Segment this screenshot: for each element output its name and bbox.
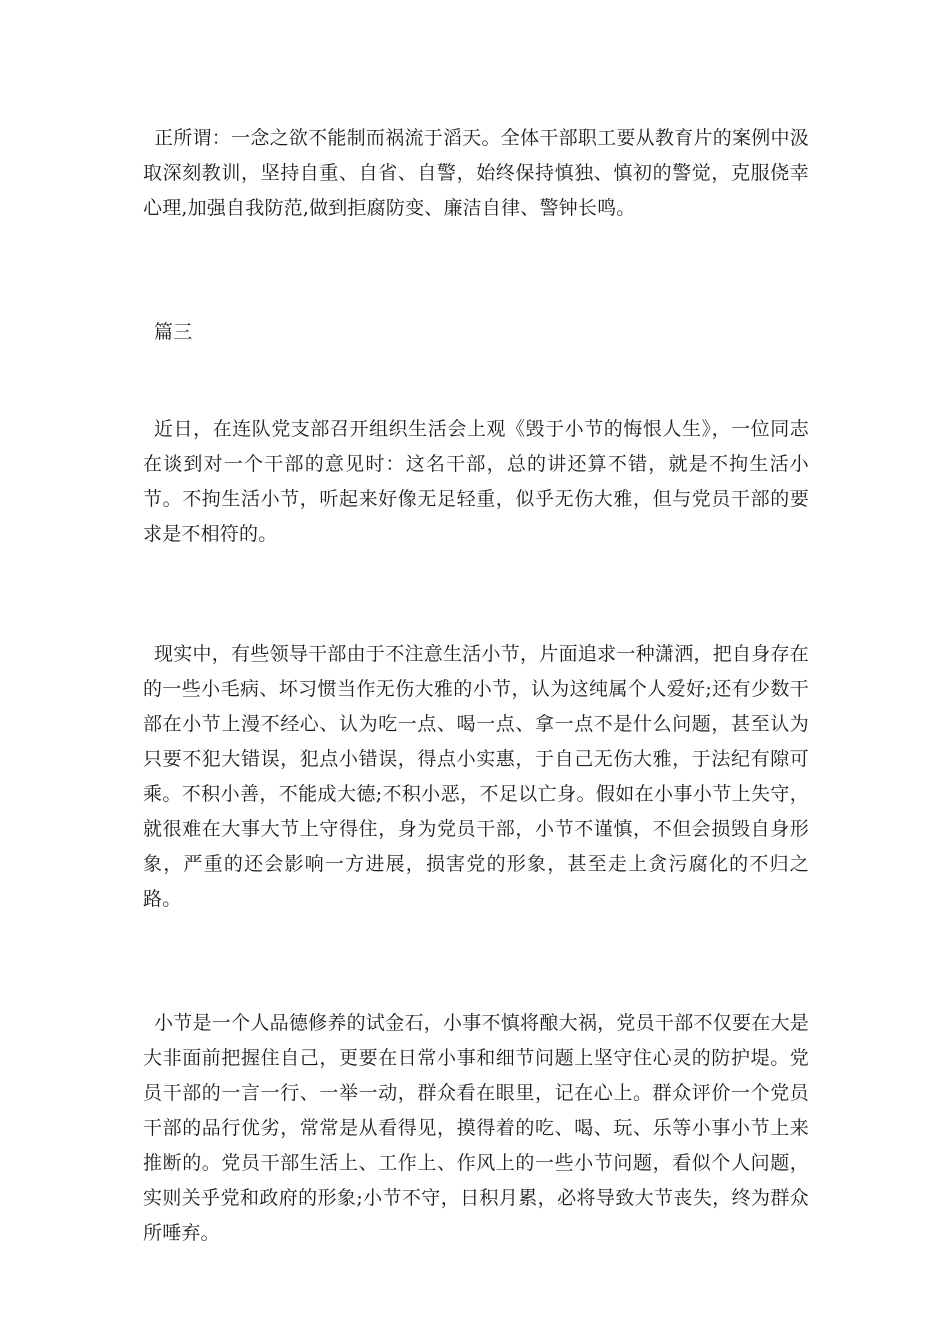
paragraph-spacer [143,226,809,315]
paragraph-spacer [143,917,809,1006]
section-heading: 篇三 [154,321,193,343]
paragraph-details: 小节是一个人品德修养的试金石，小事不慎将酿大祸，党员干部不仅要在大是大非面前把握住自己，更要在日常小事和细节问题上坚守住心灵的防护堤。党员干部的一言一行、一举一动，群众看在眼里，记在心上。群众评价一个党员干部的品行优劣，常常是从看得见，摸得着的吃、喝、玩、乐等小事小节上来推断的。党员干部生活上、工作上、作风上的一些小节问题，看似个人问题，实则关乎党和政府的形象;小节不守，日积月累，必将导致大节丧失，终为群众所唾弃。 [143,1012,809,1244]
paragraph-meeting: 近日，在连队党支部召开组织生活会上观《毁于小节的悔恨人生》，一位同志在谈到对一个干部的意见时：这名干部，总的讲还算不错，就是不拘生活小节。不拘生活小节，听起来好像无足轻重，似乎无伤大雅，但与党员干部的要求是不相符的。 [143,418,809,545]
paragraph-reality: 现实中，有些领导干部由于不注意生活小节，片面追求一种潇洒，把自身存在的一些小毛病、坏习惯当作无伤大雅的小节，认为这纯属个人爱好;还有少数干部在小节上漫不经心、认为吃一点、喝一点、拿一点不是什么问题，甚至认为只要不犯大错误，犯点小错误，得点小实惠，于自己无伤大雅，于法纪有隙可乘。不积小善，不能成大德;不积小恶，不足以亡身。假如在小事小节上失守，就很难在大事大节上守得住，身为党员干部，小节不谨慎，不但会损毁自身形象，严重的还会影响一方进展，损害党的形象，甚至走上贪污腐化的不归之路。 [143,643,809,910]
paragraph-spacer [143,552,809,637]
document-body [143,121,809,1251]
paragraph-intro: 正所谓：一念之欲不能制而祸流于滔天。全体干部职工要从教育片的案例中汲取深刻教训，坚持自重、自省、自警，始终保持慎独、慎初的警觉，克服侥幸心理,加强自我防范,做到拒腐防变、廉洁自律、警钟长鸣。 [143,127,809,219]
paragraph-spacer [143,350,809,412]
